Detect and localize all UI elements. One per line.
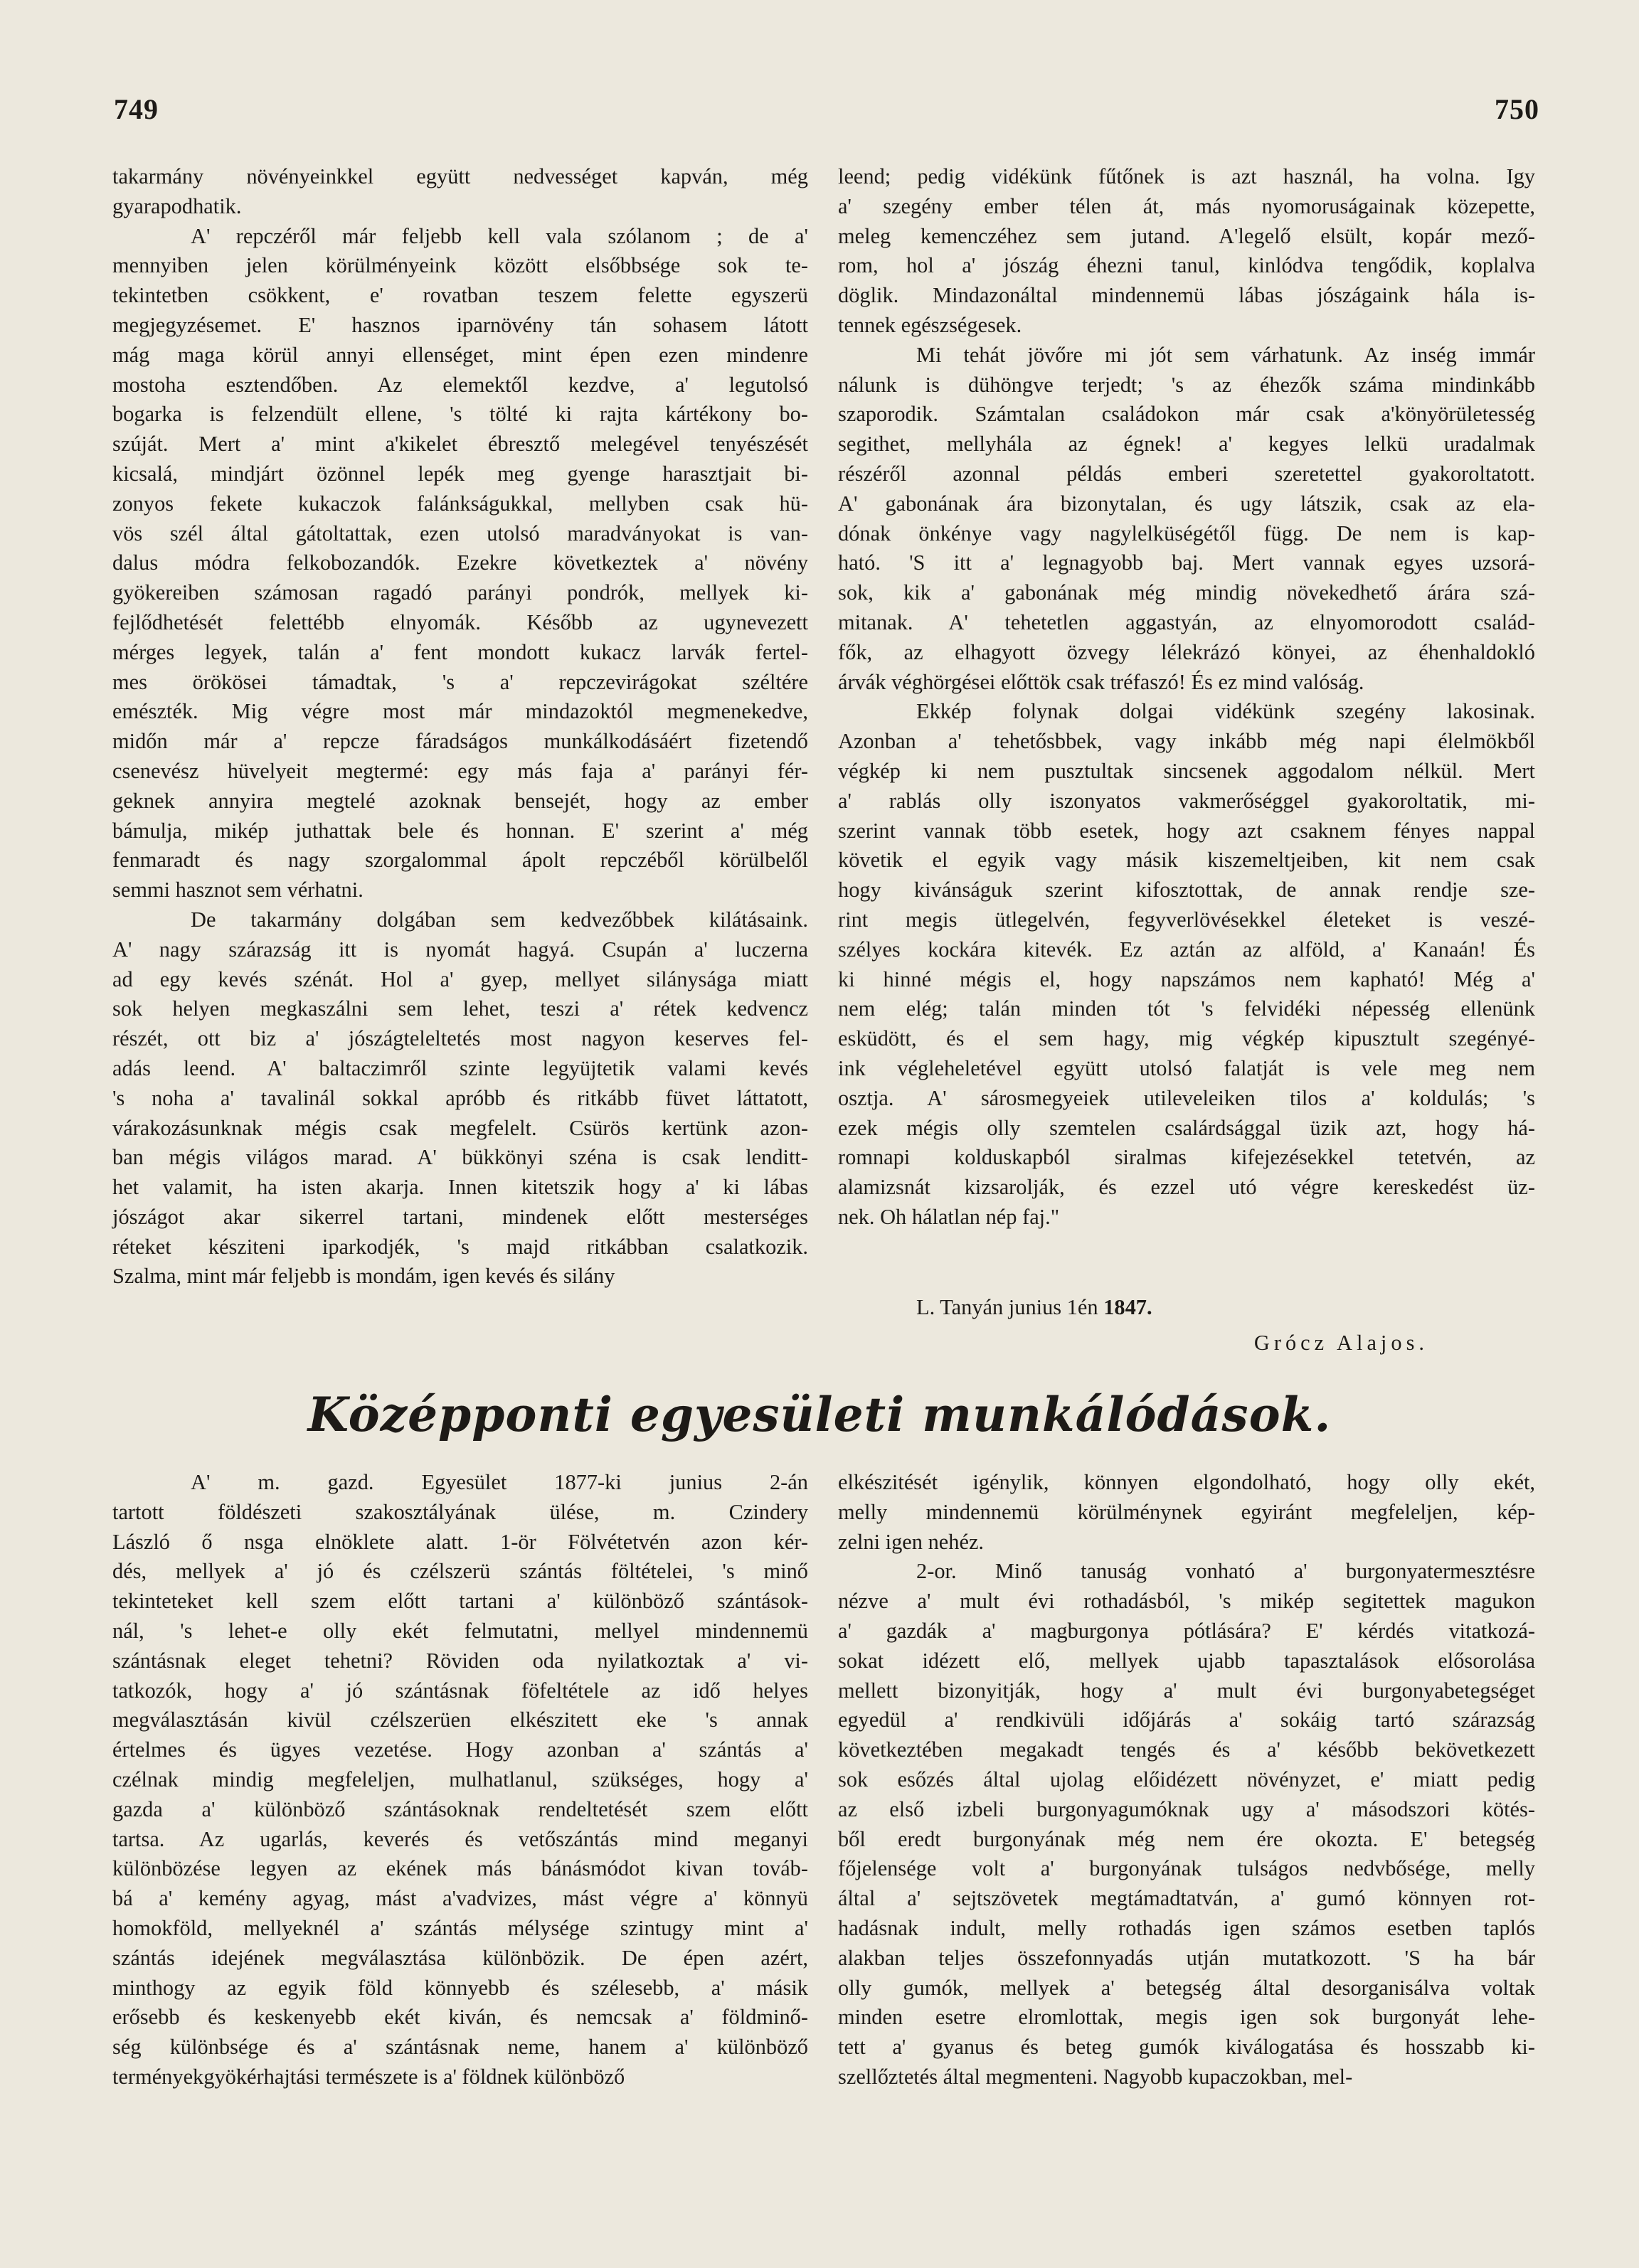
text-line: Mi tehát jövőre mi jót sem várhatunk. Az inség immár <box>916 342 1535 367</box>
page-number-left: 749 <box>114 93 159 125</box>
text-line: szélyes kockára kitevék. Ez aztán az alföld, a' Kanaán! És <box>838 937 1535 962</box>
text-line: részéről azonnal példás emberi szeretettel gyakoroltatott. <box>838 461 1535 486</box>
text-line: mellett bizonyitják, hogy a' mult évi burgonyabetegséget <box>838 1678 1535 1703</box>
text-line: gyarapodhatik. <box>112 193 242 218</box>
text-line: mennyiben jelen körülményeink között elsőbbsége sok te- <box>112 253 808 278</box>
text-line: kicsalá, mindjárt özönnel lepék meg gyenge harasztjait bi- <box>112 461 808 486</box>
text-line: döglik. Mindazonáltal mindennemü lábas jószágaink hála is- <box>838 283 1535 308</box>
text-line: terményekgyökérhajtási természete is a' földnek különböző <box>112 2064 625 2089</box>
text-line: bogarka is felzendült ellene, 's tölté ki rajta kártékony bo- <box>112 402 808 427</box>
author-name: Grócz Alajos. <box>1253 1330 1428 1355</box>
text-line: mes örökösei támadtak, 's a' repczevirágokat széltére <box>112 669 808 694</box>
column-3 <box>112 1468 808 2092</box>
text-line: az első izbeli burgonyagumóknak ugy a' másodszori kötés- <box>838 1796 1535 1821</box>
text-line: ség különbsége és a' szántásnak neme, hanem a' különböző <box>112 2035 808 2060</box>
text-line: különbözése legyen az ekének más bánásmódot kivan továb- <box>112 1856 808 1881</box>
text-line: szerint vannak több esetek, hogy azt csaknem fényes nappal <box>838 818 1535 843</box>
text-line: ink végleheletével együtt utolsó falatját is vele meg nem <box>838 1055 1535 1080</box>
text-line: alakban teljes összefonnyadás utján mutatkozott. 'S ha bár <box>838 1945 1535 1970</box>
text-line: értelmes és ügyes vezetése. Hogy azonban a' szántás a' <box>112 1737 808 1762</box>
text-line: részét, ott biz a' jószágteleltetés most nagyon keserves fel- <box>112 1026 808 1051</box>
text-line: sok esőzés által ujolag előidézett növényzet, e' miatt pedig <box>838 1767 1535 1791</box>
text-line: ban mégis világos marad. A' bükkönyi széna is csak lenditt- <box>112 1145 808 1170</box>
paragraph <box>112 1468 808 2092</box>
paragraph <box>112 222 808 905</box>
paragraph <box>838 1557 1535 2092</box>
paragraph <box>838 1468 1535 1557</box>
text-line: várakozásunknak mégis csak megfelelt. Csürös kertünk azon- <box>112 1115 808 1140</box>
text-line: sok helyen megkaszálni sem lehet, teszi a' rétek kedvencz <box>112 996 808 1021</box>
text-line: 's noha a' tavalinál sokkal apróbb és ritkább füvet láttatott, <box>112 1085 808 1110</box>
text-line: esküdött, és el sem hagy, mig végkép kipusztult szegényé- <box>838 1026 1535 1051</box>
text-line: sokat idézett elő, mellyek ujabb tapasztalások elősorolása <box>838 1648 1535 1673</box>
text-line: mág maga körül annyi ellenséget, mint épen ezen mindenre <box>112 342 808 367</box>
text-line: tett a' gyanus és beteg gumók kiválogatása és hosszabb ki- <box>838 2035 1535 2060</box>
text-line: mostoha esztendőben. Az elemektől kezdve, a' legutolsó <box>112 372 808 397</box>
text-line: szellőztetés által megmenteni. Nagyobb kupaczokban, mel- <box>838 2064 1353 2089</box>
text-line: ki hinné mégis el, hogy napszámos nem kapható! Még a' <box>838 967 1535 991</box>
text-line: ad egy kevés szénát. Hol a' gyep, mellyet silánysága miatt <box>112 967 808 991</box>
text-line: semmi hasznot sem vérhatni. <box>112 878 364 903</box>
text-line: dalus módra felkobozandók. Ezekre következtek a' növény <box>112 550 808 575</box>
text-line: tartott földészeti szakosztályának ülése, m. Czindery <box>112 1499 808 1524</box>
text-line: jószágot akar sikerrel tartani, mindenek előtt mesterséges <box>112 1204 808 1229</box>
text-line: ható. 'S itt a' legnagyobb baj. Mert vannak egyes uzsorá- <box>838 550 1535 575</box>
text-line: fenmaradt és nagy szorgalommal ápolt repczéből körülbelől <box>112 848 808 873</box>
text-line: emészték. Mig végre most már mindazoktól megmenekedve, <box>112 699 808 724</box>
text-line: gyökereiben számosan ragadó parányi pondrók, mellyek ki- <box>112 580 808 605</box>
text-line: rom, hol a' jószág éhezni tanul, kinlódva tengődik, koplalva <box>838 253 1535 278</box>
text-line: A' repczéről már feljebb kell vala szólanom ; de a' <box>191 223 808 248</box>
text-line: De takarmány dolgában sem kedvezőbbek kilátásaink. <box>191 907 808 932</box>
paragraph <box>838 162 1535 341</box>
paragraph <box>838 341 1535 698</box>
text-line: meleg kemenczéhez sem jutand. A'legelő elsült, kopár mező- <box>838 223 1535 248</box>
text-line: ezek mégis olly szemtelen csalárdsággal üzik azt, hogy há- <box>838 1115 1535 1140</box>
page-number-right: 750 <box>1495 93 1539 125</box>
text-line: tekintetben csökkent, e' rovatban teszem felette egyszerü <box>112 283 808 308</box>
text-line: Azonban a' tehetősbbek, vagy inkább még napi élelmökből <box>838 729 1535 754</box>
paragraph <box>838 697 1535 1232</box>
text-line: fejlődhetését felettébb elnyomák. Később az ugynevezett <box>112 609 808 634</box>
text-line: midőn már a' repcze fáradságos munkálkodásáért fizetendő <box>112 729 808 754</box>
text-line: szántás idejének megválasztása különbözik. De épen azért, <box>112 1945 808 1970</box>
text-line: főjelensége volt a' burgonyának tulságos nedvbősége, melly <box>838 1856 1535 1881</box>
text-line: homokföld, mellyeknél a' szántás mélysége szintugy mint a' <box>112 1915 808 1940</box>
text-line: nálunk is dühöngve terjedt; 's az éhezők száma mindinkább <box>838 372 1535 397</box>
text-line: dónak önkénye vagy nagylelküségétől függ. De nem is kap- <box>838 521 1535 545</box>
text-line: szántásnak eleget tehetni? Röviden oda nyilatkoztak a' vi- <box>112 1648 808 1673</box>
text-line: zelni igen nehéz. <box>838 1529 985 1554</box>
column-4 <box>838 1468 1535 2092</box>
text-line: a' szegény ember télen át, más nyomoruságainak közepette, <box>838 193 1535 218</box>
text-line: mitanak. A' tehetetlen aggastyán, az elnyomorodott család- <box>838 609 1535 634</box>
text-line: a' gazdák a' magburgonya pótlására? E' kérdés vitatkozá- <box>838 1618 1535 1643</box>
text-line: szaporodik. Számtalan családokon már csak a'könyörületesség <box>838 402 1535 427</box>
text-line: nem elég; talán minden tót 's felvidéki népesség ellenünk <box>838 996 1535 1021</box>
text-line: sok, kik a' gabonának még mindig növekedhető árára szá- <box>838 580 1535 605</box>
text-line: nézve a' mult évi rothadásból, 's mikép segitettek magukon <box>838 1589 1535 1614</box>
text-line: olly gumók, mellyek a' betegség által desorganisálva voltak <box>838 1975 1535 2000</box>
text-line: romnapi kolduskapból siralmas kifejezésekkel tetetvén, az <box>838 1145 1535 1170</box>
text-line: szúját. Mert a' mint a'kikelet ébresztő melegével tenyészését <box>112 432 808 457</box>
year: 1847. <box>1103 1295 1152 1319</box>
text-line: követik el egyik vagy másik kiszemeltjeiben, kit nem csak <box>838 848 1535 873</box>
text-line: nál, 's lehet-e olly ekét felmutatni, mellyel mindennemü <box>112 1618 808 1643</box>
text-line: László ő nsga elnöklete alatt. 1-ör Fölvétetvén azon kér- <box>112 1529 808 1554</box>
text-line: nek. Oh hálatlan nép faj." <box>838 1204 1060 1229</box>
text-line: végkép ki nem pusztultak sincsenek aggodalom nélkül. Mert <box>838 758 1535 783</box>
text-line: dés, mellyek a' jó és czélszerü szántás föltételei, 's minő <box>112 1559 808 1584</box>
text-line: hogy kivánságuk szerint kifosztottak, de annak rendje sze- <box>838 878 1535 903</box>
section-title: Középponti egyesületi munkálódások. <box>307 1387 1332 1442</box>
text-line: réteket késziteni iparkodjék, 's majd ritkábban csalatkozik. <box>112 1234 808 1259</box>
text-line: Szalma, mint már feljebb is mondám, igen kevés és silány <box>112 1264 615 1289</box>
text-line: egyedül a' rendkivüli időjárás a' sokáig tartó szárazság <box>838 1708 1535 1732</box>
text-line: minden esetre elromlottak, megis igen sok burgonyát lehe- <box>838 2005 1535 2030</box>
text-line: bá a' kemény agyag, mást a'vadvizes, mást végre a' könnyü <box>112 1886 808 1911</box>
text-line: leend; pedig vidékünk fűtőnek is azt használ, ha volna. Igy <box>838 164 1535 188</box>
place-date: L. Tanyán junius 1én <box>916 1295 1098 1319</box>
text-line: A' nagy szárazság itt is nyomát hagyá. Csupán a' luczerna <box>112 937 808 962</box>
signature-place-date <box>838 1293 1535 1323</box>
text-line: tatkozók, hogy a' jó szántásnak föfeltétele az idő helyes <box>112 1678 808 1703</box>
text-line: vös szél által gátoltattak, ezen utolsó maradványokat is van- <box>112 521 808 545</box>
text-line: fők, az elhagyott özvegy lélekrázó könyei, az éhenhaldokló <box>838 639 1535 664</box>
text-line: 2-or. Minő tanuság vonható a' burgonyatermesztésre <box>916 1559 1535 1584</box>
text-line: bámulja, mikép juthattak bele és honnan. E' szerint a' még <box>112 818 808 843</box>
text-line: csenevész hüvelyeit megtermé: egy más faja a' parányi fér- <box>112 758 808 783</box>
text-line: minthogy az egyik föld könnyebb és szélesebb, a' másik <box>112 1975 808 2000</box>
text-line: mérges legyek, talán a' fent mondott kukacz larvák fertel- <box>112 639 808 664</box>
text-line: rint megis ütlegelvén, fegyverlövésekkel életeket is veszé- <box>838 907 1535 932</box>
text-line: következtében megakadt tengés és a' később bekövetkezett <box>838 1737 1535 1762</box>
text-line: megjegyzésemet. E' hasznos iparnövény tán sohasem látott <box>112 312 808 337</box>
text-line: adás leend. A' baltaczimről szinte legyüjtetik valami kevés <box>112 1055 808 1080</box>
text-line: alamizsnát kizsarolják, és ezzel utó végre kereskedést üz- <box>838 1175 1535 1200</box>
text-line: Ekkép folynak dolgai vidékünk szegény lakosinak. <box>916 699 1535 724</box>
text-line: erősebb és keskenyebb ekét kiván, és nemcsak a' földminő- <box>112 2005 808 2030</box>
text-line: tartsa. Az ugarlás, keverés és vetőszántás mind meganyi <box>112 1826 808 1851</box>
text-line: által a' sejtszövetek megtámadtatván, a' gumó könnyen rot- <box>838 1886 1535 1911</box>
text-line: gazda a' különböző szántásoknak rendeltetését szem előtt <box>112 1796 808 1821</box>
text-line: melly mindennemü körülménynek egyiránt megfeleljen, kép- <box>838 1499 1535 1524</box>
text-line: czélnak mindig megfeleljen, mulhatlanul, szükséges, hogy a' <box>112 1767 808 1791</box>
text-line: a' rablás olly iszonyatos vakmerőséggel gyakoroltatik, mi- <box>838 788 1535 813</box>
text-line: tekinteteket kell szem előtt tartani a' különböző szántások- <box>112 1589 808 1614</box>
text-line: elkészitését igénylik, könnyen elgondolható, hogy olly ekét, <box>838 1470 1535 1494</box>
text-line: ből eredt burgonyának még nem ére okozta. E' betegség <box>838 1826 1535 1851</box>
signature-block <box>838 1293 1535 1358</box>
text-line: segithet, mellyhála az égnek! a' kegyes lelkü uradalmak <box>838 432 1535 457</box>
text-line: takarmány növényeinkkel együtt nedvességet kapván, még <box>112 164 808 188</box>
text-line: megválasztásán kivül czélszerüen elkészitett eke 's annak <box>112 1708 808 1732</box>
paragraph <box>112 905 808 1292</box>
text-line: het valamit, ha isten akarja. Innen kitetszik hogy a' ki lábas <box>112 1175 808 1200</box>
paragraph <box>112 162 808 222</box>
text-line: árvák véghörgései előttök csak tréfaszó! És ez mind valóság. <box>838 669 1364 694</box>
text-line: hadásnak indult, melly rothadás igen számos esetben taplós <box>838 1915 1535 1940</box>
text-line: A' gabonának ára bizonytalan, és ugy látszik, csak az ela- <box>838 491 1535 516</box>
text-line: zonyos fekete kukaczok falánkságukkal, mellyben csak hü- <box>112 491 808 516</box>
text-line: tennek egészségesek. <box>838 312 1022 337</box>
text-line: geknek annyira megtelé azoknak bensejét, hogy az ember <box>112 788 808 813</box>
text-line: A' m. gazd. Egyesület 1877-ki junius 2-án <box>191 1470 808 1494</box>
text-line: osztja. A' sárosmegyeiek utileveleiken tilos a' koldulás; 's <box>838 1085 1535 1110</box>
column-2 <box>838 162 1535 1233</box>
column-1 <box>112 162 808 1292</box>
